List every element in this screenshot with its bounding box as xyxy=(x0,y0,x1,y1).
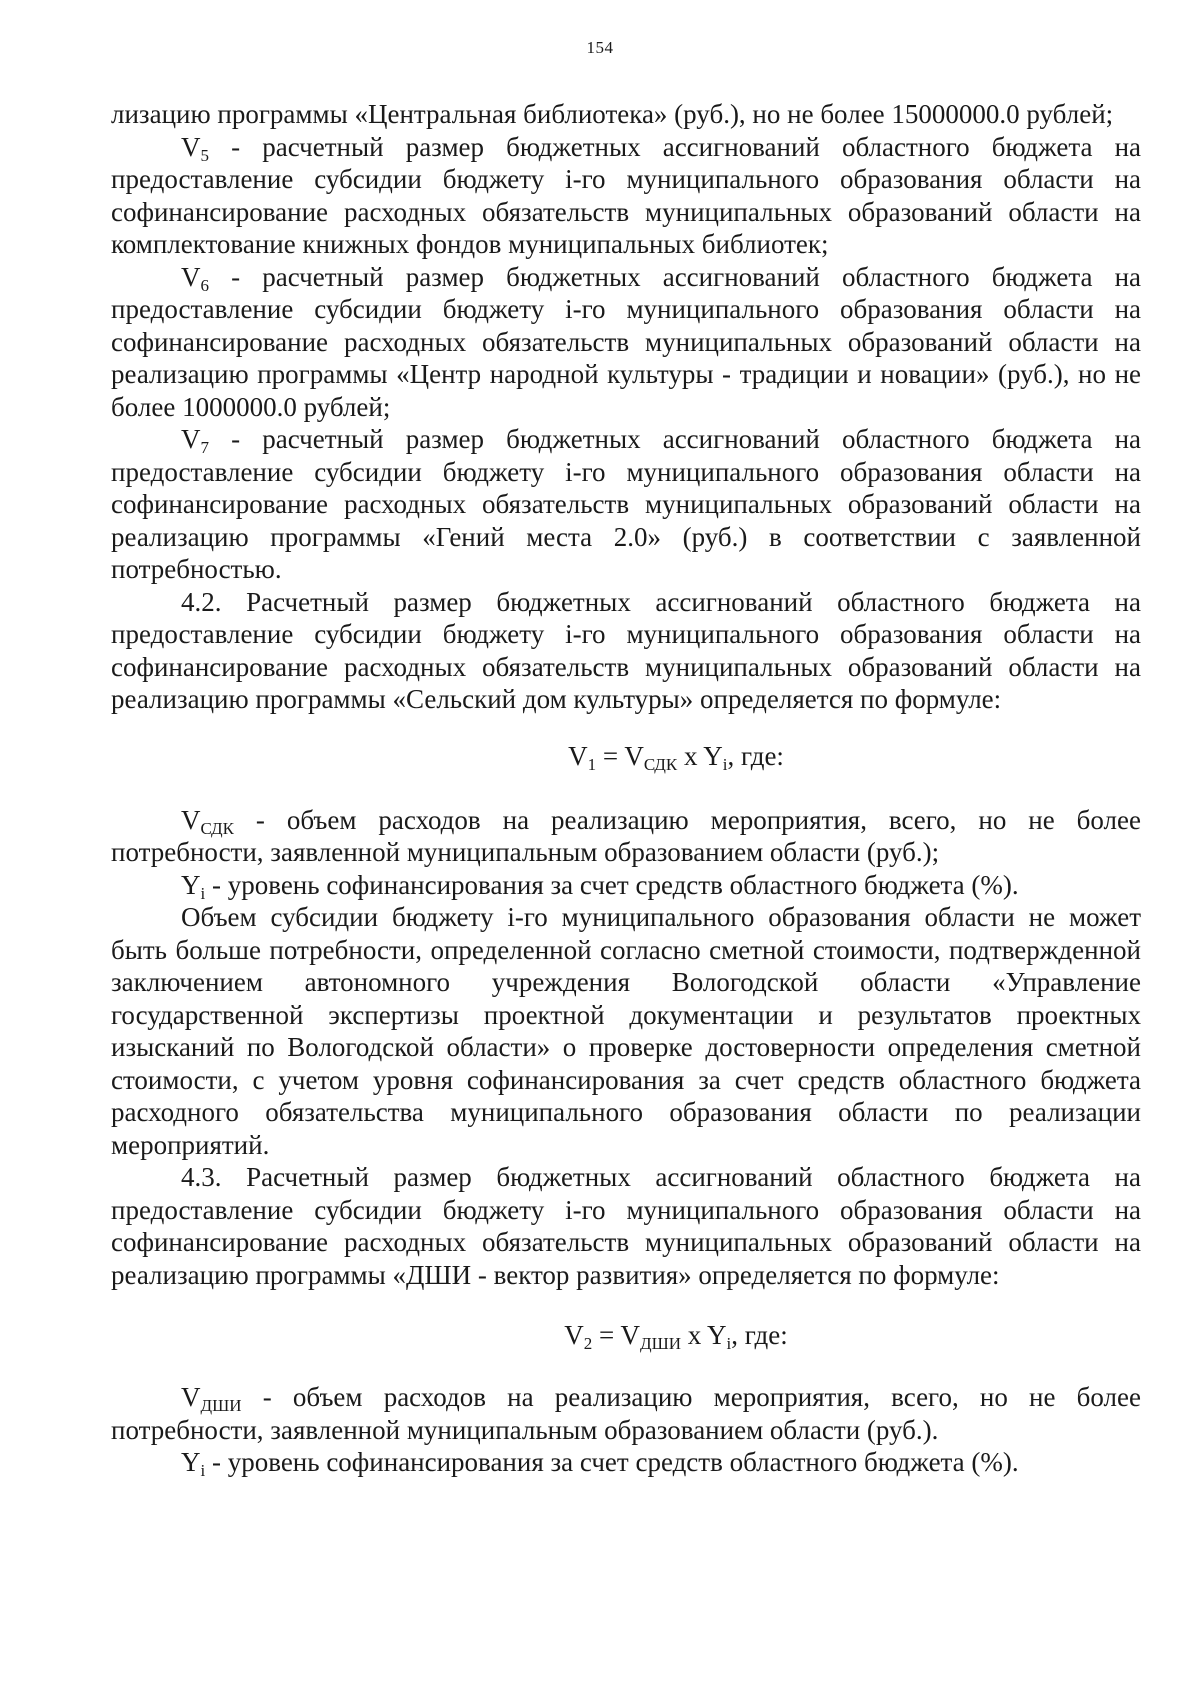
symbol: Y xyxy=(181,869,201,900)
page-number: 154 xyxy=(586,38,614,57)
symbol: Y xyxy=(181,1447,201,1477)
paragraph-v7-definition xyxy=(111,423,1141,586)
paragraph-vsdk-definition xyxy=(111,804,1141,869)
symbol: V xyxy=(181,424,201,454)
symbol: V xyxy=(181,804,201,835)
formula-volume: V xyxy=(620,1320,641,1350)
formula-tail: , где: xyxy=(731,1320,788,1350)
symbol-subscript: СДК xyxy=(200,818,234,838)
paragraph-subsidy-limit xyxy=(111,901,1141,1161)
formula-level: Y xyxy=(703,740,723,771)
formula-volume-subscript: СДК xyxy=(643,754,678,774)
paragraph-v5-definition xyxy=(111,131,1141,261)
formula-multiply: x xyxy=(681,1320,708,1350)
symbol-subscript: i xyxy=(200,883,206,903)
symbol-subscript: 6 xyxy=(200,275,209,295)
symbol: V xyxy=(181,261,201,292)
paragraph-text: 4.2. Расчетный размер бюджетных ассигнований областного бюджета на предоставление субсидии бюджету i-го муниципального образования области на софинансирование расходных обязательств муниципальных образований области на реализацию программы «Сельский дом культуры» определяется по формуле: xyxy=(111,586,1141,714)
formula-lhs-subscript: 2 xyxy=(583,1334,593,1353)
paragraph-text: лизацию программы «Центральная библиотека» (руб.), но не более 15000000.0 рублей; xyxy=(111,99,1114,129)
symbol-subscript: 5 xyxy=(200,145,209,165)
paragraph-section-4-3 xyxy=(111,1161,1141,1291)
formula-tail: , где: xyxy=(727,740,784,771)
paragraph-text: - объем расходов на реализацию мероприятия, всего, но не более потребности, заявленной муниципальным образованием области (руб.). xyxy=(111,1382,1141,1445)
paragraph-text: 4.3. Расчетный размер бюджетных ассигнований областного бюджета на предоставление субсидии бюджету i-го муниципального образования области на софинансирование расходных обязательств муниципальных образований области на реализацию программы «ДШИ - вектор развития» определяется по формуле: xyxy=(111,1162,1141,1290)
paragraph-text: - расчетный размер бюджетных ассигнований областного бюджета на предоставление субсидии бюджету i-го муниципального образования области на софинансирование расходных обязательств муниципальных образований области на реализацию программы «Центр народной культуры - традиции и новации» (руб.), но не более 1000000.0 рублей; xyxy=(111,261,1141,422)
symbol: V xyxy=(181,1382,201,1412)
paragraph-continuation xyxy=(111,98,1141,131)
formula-multiply: x xyxy=(677,740,704,771)
paragraph-text: - объем расходов на реализацию мероприятия, всего, но не более потребности, заявленной муниципальным образованием области (руб.); xyxy=(111,804,1141,867)
paragraph-text: - уровень софинансирования за счет средств областного бюджета (%). xyxy=(205,1447,1019,1477)
formula-v1 xyxy=(111,738,1141,774)
formula-level-subscript: i xyxy=(722,754,728,774)
paragraph-yi-definition xyxy=(111,869,1141,902)
formula-volume: V xyxy=(624,740,644,771)
formula-v2 xyxy=(111,1317,1141,1353)
formula-equals: = xyxy=(596,740,625,771)
paragraph-text: - расчетный размер бюджетных ассигнований областного бюджета на предоставление субсидии бюджету i-го муниципального образования области на софинансирование расходных обязательств муниципальных образований области на комплектование книжных фондов муниципальных библиотек; xyxy=(111,131,1141,259)
body-text xyxy=(111,98,1141,1479)
paragraph-yi-definition-2 xyxy=(111,1446,1141,1479)
formula-lhs-subscript: 1 xyxy=(587,754,597,774)
symbol: V xyxy=(181,131,201,162)
symbol-subscript: i xyxy=(200,1461,206,1480)
paragraph-v6-definition xyxy=(111,261,1141,424)
symbol-subscript: 7 xyxy=(200,438,209,457)
paragraph-text: - уровень софинансирования за счет средств областного бюджета (%). xyxy=(205,869,1019,900)
formula-volume-subscript: ДШИ xyxy=(640,1334,682,1353)
symbol-subscript: ДШИ xyxy=(200,1396,242,1415)
paragraph-text: - расчетный размер бюджетных ассигнований областного бюджета на предоставление субсидии бюджету i-го муниципального образования области на софинансирование расходных обязательств муниципальных образований области на реализацию программы «Гений места 2.0» (руб.) в соответствии с заявленной потребностью. xyxy=(111,424,1141,584)
formula-equals: = xyxy=(592,1320,621,1350)
paragraph-text: Объем субсидии бюджету i-го муниципального образования области не может быть больше потребности, определенной согласно сметной стоимости, подтвержденной заключением автономного учреждения Вологодской области «Управление государственной экспертизы проектной документации и результатов проектных изысканий по Вологодской области» о проверке достоверности определения сметной стоимости, с учетом уровня софинансирования за счет средств областного бюджета расходного обязательства муниципального образования области по реализации мероприятий. xyxy=(111,902,1141,1160)
formula-level: Y xyxy=(707,1320,727,1350)
paragraph-section-4-2 xyxy=(111,586,1141,716)
formula-lhs: V xyxy=(568,740,588,771)
formula-lhs: V xyxy=(564,1320,584,1350)
formula-level-subscript: i xyxy=(726,1334,732,1353)
paragraph-vdshi-definition xyxy=(111,1381,1141,1446)
